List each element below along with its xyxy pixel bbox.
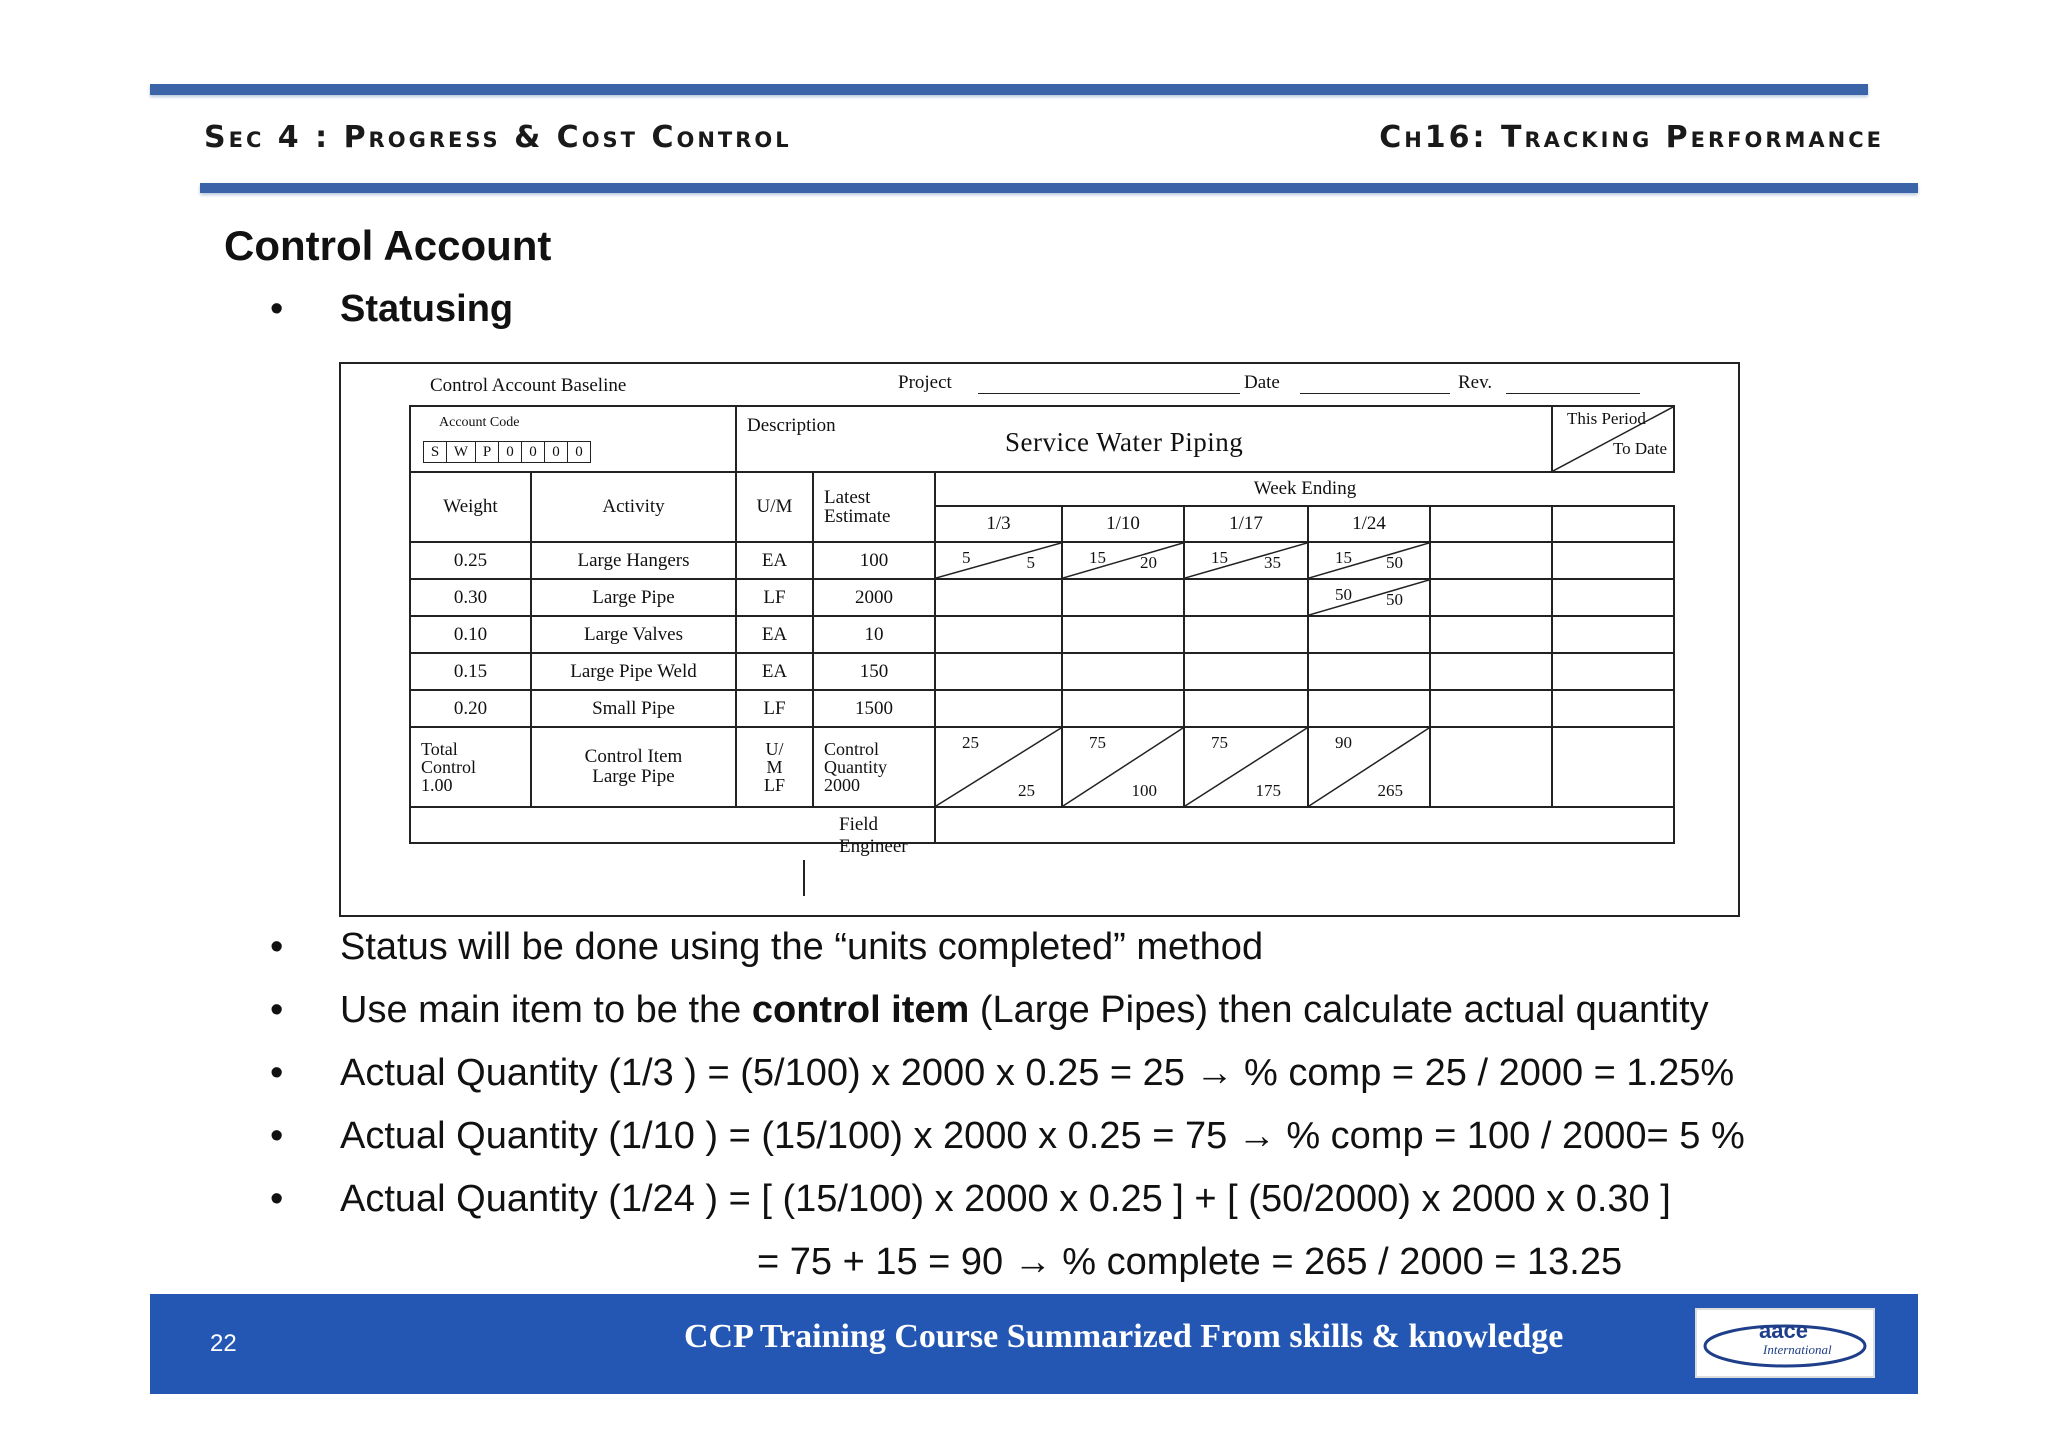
code-box: W [447,441,476,463]
weight-cell: 0.15 [410,653,531,690]
total-row [410,727,1674,807]
week-header: 1/17 [1184,506,1308,542]
blank-cell [1308,653,1430,690]
estimate-cell: 2000 [813,579,935,616]
blank-cell [1430,542,1552,579]
this-period-label: This Period [1567,409,1646,428]
page-number: 22 [210,1330,237,1357]
table-row [410,690,1674,727]
bullet-text-post: (Large Pipes) then calculate actual quantity [969,989,1709,1031]
blank-cell [1430,727,1552,807]
control-item-cell [531,727,736,807]
cell-diagonal [936,728,1061,806]
cell-diagonal [936,543,1061,578]
week-cell [1308,542,1430,579]
subtitle: Statusing [340,288,514,330]
code-box: 0 [568,441,591,463]
um-header: U/M [736,472,813,542]
chapter-title: Ch16: Tracking Performance [1379,120,1884,155]
weight-cell: 0.30 [410,579,531,616]
blank-cell [1062,690,1184,727]
bullet-dot: • [270,1115,284,1157]
blank-cell [1430,653,1552,690]
blank-cell [1430,579,1552,616]
total-week-cell [1184,727,1308,807]
table-row [410,616,1674,653]
code-box: 0 [522,441,545,463]
um-part: LF [763,775,785,795]
weight-cell: 0.10 [410,616,531,653]
control-quantity-label: Control [824,739,880,759]
um-cell: EA [736,653,813,690]
code-box: S [423,441,447,463]
slide-footer [150,1294,1918,1394]
data-rows [410,542,1674,727]
control-quantity-cell [813,727,935,807]
um-part: M [766,757,783,777]
activity-cell: Large Pipe Weld [531,653,736,690]
to-date-value: 265 [1377,781,1403,800]
blank-cell [1552,727,1674,807]
code-box: 0 [499,441,522,463]
bullet-text [340,989,1709,1032]
period-value: 90 [1335,733,1352,752]
field-engineer-label: Field Engineer [839,814,908,857]
cell-diagonal [1185,543,1307,578]
um-cell: LF [736,690,813,727]
period-value: 25 [962,733,979,752]
total-control-cell [410,727,531,807]
blank-cell [1184,616,1308,653]
week-cell [1062,542,1184,579]
blank-cell [1062,616,1184,653]
to-date-label: To Date [1612,439,1667,458]
cell-diagonal [1063,728,1183,806]
um-cell: EA [736,616,813,653]
blank-cell [1184,653,1308,690]
to-date-value: 35 [1264,553,1281,572]
field-engineer-divider [803,860,805,896]
bullet-dot: • [270,1052,284,1094]
slide-header [204,120,1884,160]
total-week-cell [1308,727,1430,807]
weight-cell: 0.25 [410,542,531,579]
bullet-text: = 75 + 15 = 90 → % complete = 265 / 2000 = 13.25 [757,1241,1623,1283]
bullet-text: Actual Quantity (1/24 ) = [ (15/100) x 2000 x 0.25 ] + [ (50/2000) x 2000 x 0.30 ] [340,1178,1671,1220]
table-row [410,653,1674,690]
um-part: U/ [765,739,784,759]
week-header: 1/3 [935,506,1062,542]
to-date-value: 5 [1026,553,1035,572]
um-cell: LF [736,579,813,616]
rev-label: Rev. [1458,372,1493,393]
blank-cell [1552,616,1674,653]
blank-cell [1552,542,1674,579]
week-header: 1/10 [1062,506,1184,542]
control-label: Control [421,757,477,777]
control-um-cell [736,727,813,807]
blank-cell [935,616,1062,653]
blank-week-header [1552,506,1674,542]
table-row [410,579,1674,616]
blank-cell [935,653,1062,690]
week-header: 1/24 [1308,506,1430,542]
blank-cell [1308,616,1430,653]
latest-estimate-header [813,472,935,542]
estimate-label: Estimate [824,506,891,527]
aace-logo-graphic [1697,1310,1873,1376]
to-date-value: 50 [1386,590,1403,609]
bullet-text-pre: Use main item to be the [340,989,752,1031]
control-item-value: Large Pipe [592,766,675,787]
cell-diagonal [1309,728,1429,806]
to-date-value: 20 [1140,553,1157,572]
week-cell [1184,542,1308,579]
period-value: 75 [1089,733,1106,752]
blank-cell [1430,616,1552,653]
period-value: 15 [1211,548,1228,567]
bullet-dot: • [270,926,284,968]
period-value: 15 [1335,548,1352,567]
blank-cell [935,690,1062,727]
bullet-continuation [757,1241,1622,1284]
rev-line [1506,393,1640,394]
bullet-dot: • [270,288,284,330]
blank-cell [1552,653,1674,690]
period-value: 75 [1211,733,1228,752]
date-line [1300,393,1450,394]
date-label: Date [1244,372,1280,393]
estimate-cell: 1500 [813,690,935,727]
activity-cell: Large Valves [531,616,736,653]
activity-cell: Large Pipe [531,579,736,616]
project-label: Project [898,372,952,393]
blank-cell [1062,653,1184,690]
aace-logo [1695,1308,1875,1378]
to-date-value: 175 [1255,781,1281,800]
estimate-cell: 100 [813,542,935,579]
total-week-cell [935,727,1062,807]
to-date-value: 50 [1386,553,1403,572]
weight-cell: 0.20 [410,690,531,727]
field-engineer-cell [410,807,935,857]
estimate-cell: 150 [813,653,935,690]
form-heading: Control Account Baseline [430,375,627,396]
bullet-dot: • [270,989,284,1031]
description-value: Service Water Piping [1005,427,1244,457]
code-box: P [476,441,499,463]
baseline-table [409,405,1675,857]
period-cell [1552,406,1674,472]
account-code-boxes [423,441,591,463]
to-date-value: 25 [1018,781,1035,800]
period-value: 15 [1089,548,1106,567]
total-week-cell [1062,727,1184,807]
field-engineer-blank [935,807,1674,843]
blank-cell [1552,579,1674,616]
control-quantity-label: Quantity [824,757,887,777]
period-value: 5 [962,548,971,567]
week-cell [935,542,1062,579]
blank-cell [1062,579,1184,616]
project-line [978,393,1240,394]
description-label: Description [747,415,836,436]
week-ending-header: Week Ending [935,472,1674,506]
cell-diagonal [1063,543,1183,578]
to-date-value: 100 [1131,781,1157,800]
blank-cell [1184,690,1308,727]
activity-header: Activity [531,472,736,542]
week-cell [1308,579,1430,616]
description-cell [736,406,1552,472]
code-box: 0 [545,441,568,463]
account-code-cell [410,406,736,472]
control-item-label: Control Item [584,746,683,767]
account-code-label: Account Code [439,415,520,430]
svg-text:aace: aace [1759,1318,1808,1343]
blank-cell [935,579,1062,616]
blank-cell [1430,690,1552,727]
bullet-text-bold: control item [751,989,970,1031]
header-bottom-rule [200,183,1918,193]
blank-cell [1184,579,1308,616]
blank-cell [1308,690,1430,727]
activity-cell: Large Hangers [531,542,736,579]
blank-week-header [1430,506,1552,542]
bullet-text: Status will be done using the “units completed” method [340,926,1264,968]
activity-cell: Small Pipe [531,690,736,727]
table-row [410,542,1674,579]
estimate-cell: 10 [813,616,935,653]
total-weight: 1.00 [421,775,453,795]
svg-text:International: International [1763,1342,1832,1357]
bullet-text: Actual Quantity (1/3 ) = (5/100) x 2000 x 0.25 = 25 → % comp = 25 / 2000 = 1.25% [340,1052,1735,1094]
section-title: Sec 4 : Progress & Cost Control [204,120,792,155]
cell-diagonal [1309,543,1429,578]
period-value: 50 [1335,585,1352,604]
bullet-text: Actual Quantity (1/10 ) = (15/100) x 2000 x 0.25 = 75 → % comp = 100 / 2000= 5 % [340,1115,1745,1157]
blank-cell [1552,690,1674,727]
cell-diagonal [1309,580,1429,615]
um-cell: EA [736,542,813,579]
control-quantity-value: 2000 [824,775,860,795]
footer-title: CCP Training Course Summarized From skills & knowledge [684,1318,1564,1355]
bullet-dot: • [270,1178,284,1220]
slide-title: Control Account [224,222,552,269]
cell-diagonal [1185,728,1307,806]
total-label: Total [421,739,458,759]
latest-label: Latest [824,487,871,508]
weight-header: Weight [410,472,531,542]
header-top-rule [150,84,1868,95]
